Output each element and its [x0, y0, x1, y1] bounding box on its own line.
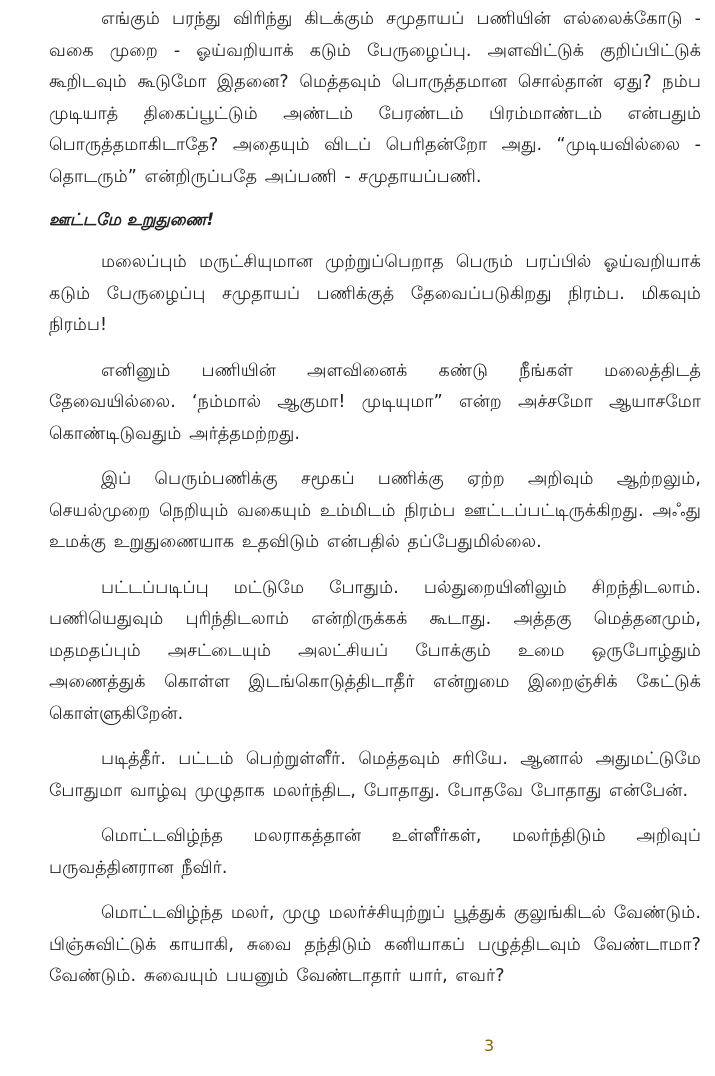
page-number: 3	[484, 1036, 495, 1055]
paragraph-gap	[49, 559, 701, 573]
paragraph-fruit: மொட்டவிழ்ந்த மலர், முழு மலர்ச்சியுற்றுப் பூத்துக் குலுங்கிடல் வேண்டும். பிஞ்சுவிட்டுக் காயாகி, சுவை தந்திடும் கனியாகப் பழுத்திடவும் வேண்டாமா? வேண்டும். சுவையும் பயனும் வேண்டாதார் யார், எவர்?	[49, 903, 701, 986]
paragraph-gap	[49, 884, 701, 898]
paragraph-blossom: மொட்டவிழ்ந்த மலராகத்தான் உள்ளீர்கள், மலர்ந்திடும் அறிவுப் பருவத்தினரான நீவிர்.	[49, 826, 701, 878]
paragraph-gap	[49, 730, 701, 744]
paragraph-knowledge: இப் பெரும்பணிக்கு சமூகப் பணிக்கு ஏற்ற அறிவும் ஆற்றலும், செயல்முறை நெறியும் வகையும் உம்மிடம் நிரம்ப ஊட்டப்பட்டிருக்கிறது. அஃது உமக்கு உறுதுணையாக உதவிடும் என்பதில் தப்பேதுமில்லை.	[49, 469, 701, 552]
paragraph-gap	[49, 450, 701, 464]
paragraph-not-enough: படித்தீர். பட்டம் பெற்றுள்ளீர். மெத்தவும் சரியே. ஆனால் அதுமட்டுமே போதுமா வாழ்வு முழுதாக மலர்ந்திட, போதாது. போதவே போதாது என்பேன்.	[49, 749, 701, 801]
paragraph-no-fear: எனினும் பணியின் அளவினைக் கண்டு நீங்கள் மலைத்திடத் தேவையில்லை. ‘நம்மால் ஆகுமா! முடியுமா” என்ற அச்சமோ ஆயாசமோ கொண்டிடுவதும் அர்த்தமற்றது.	[49, 360, 701, 444]
section-heading: ஊட்டமே உறுதுணை!	[49, 210, 214, 229]
text-column	[49, 4, 701, 993]
paragraph-gap	[49, 193, 701, 207]
paragraph-gap	[49, 233, 701, 247]
paragraph-gap	[49, 342, 701, 356]
paragraph-vast-task: மலைப்பும் மருட்சியுமான முற்றுப்பெறாத பெரும் பரப்பில் ஓய்வறியாக் கடும் பேருழைப்பு சமுதாயப் பணிக்குத் தேவைப்படுகிறது நிரம்ப. மிகவும் நிரம்ப!	[49, 252, 701, 335]
paragraph-degree: பட்டப்படிப்பு மட்டுமே போதும். பல்துறையினிலும் சிறந்திடலாம். பணியெதுவும் புரிந்திடலாம் என்றிருக்கக் கூடாது. அத்தகு மெத்தனமும், மதமதப்பும் அசட்டையும் அலட்சியப் போக்கும் உமை ஒருபோழ்தும் அணைத்துக் கொள்ள இடங்கொடுத்திடாதீர் என்றுமை இறைஞ்சிக் கேட்டுக் கொள்ளுகிறேன்.	[49, 577, 701, 724]
paragraph-intro: எங்கும் பரந்து விரிந்து கிடக்கும் சமுதாயப் பணியின் எல்லைக்கோடு - வகை முறை - ஓய்வறியாக் கடும் பேருழைப்பு. அளவிட்டுக் குறிப்பிட்டுக் கூறிடவும் கூடுமோ இதனை? மெத்தவும் பொருத்தமான சொல்தான் ஏது? நம்ப முடியாத் திகைப்பூட்டும் அண்டம் பேரண்டம் பிரம்மாண்டம் என்பதும் பொருத்தமாகிடாதே? அதையும் விடப் பெரிதன்றோ அது. “முடியவில்லை - தொடரும்” என்றிருப்பதே அப்பணி - சமுதாயப்பணி.	[49, 9, 701, 187]
paragraph-gap	[49, 807, 701, 821]
